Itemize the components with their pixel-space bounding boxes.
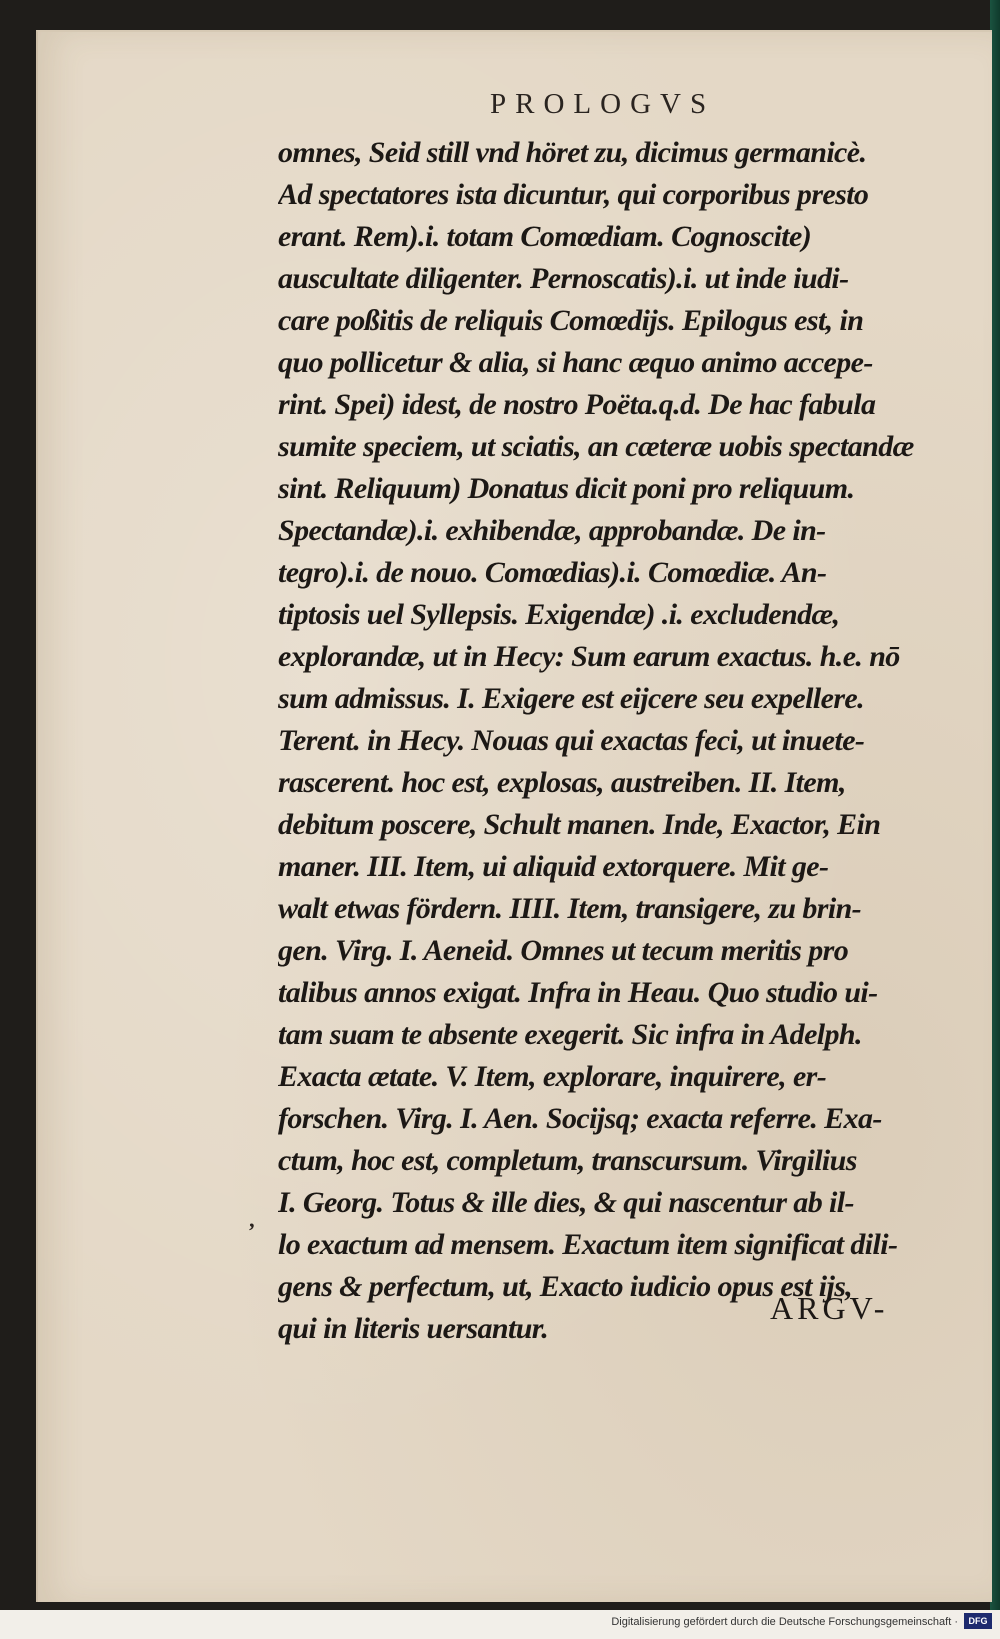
margin-mark: ’: [248, 1218, 256, 1243]
dfg-logo: DFG: [964, 1613, 992, 1629]
text-line: tam suam te absente exegerit. Sic infra in Adelph.: [278, 1018, 862, 1051]
text-line: Ad spectatores ista dicuntur, qui corporibus presto: [278, 178, 869, 211]
catchword: ARGV-: [770, 1290, 889, 1326]
text-line: care poßitis de reliquis Comœdijs. Epilogus est, in: [278, 304, 864, 337]
text-line: rascerent. hoc est, explosas, austreiben. II. Item,: [278, 766, 846, 799]
text-line: talibus annos exigat. Infra in Heau. Quo studio ui-: [278, 976, 878, 1009]
text-line: qui in literis uersantur.: [278, 1312, 549, 1345]
text-line: sum admissus. I. Exigere est eijcere seu expellere.: [278, 682, 865, 715]
digitization-credit: Digitalisierung gefördert durch die Deutsche Forschungsgemeinschaft ·: [611, 1616, 958, 1628]
text-line: ctum, hoc est, completum, transcursum. Virgilius: [278, 1144, 857, 1177]
text-line: walt etwas fördern. IIII. Item, transigere, zu brin-: [278, 892, 862, 925]
text-line: debitum poscere, Schult manen. Inde, Exactor, Ein: [278, 808, 881, 841]
text-line: quo pollicetur & alia, si hanc æquo animo accepe-: [278, 346, 873, 379]
page-body-text: [278, 132, 948, 1350]
text-line: forschen. Virg. I. Aen. Socijsq; exacta referre. Exa-: [278, 1102, 882, 1135]
text-line: omnes, Seid still vnd höret zu, dicimus germanicè.: [278, 136, 867, 169]
text-line: tegro).i. de nouo. Comœdias).i. Comœdiæ. An-: [278, 556, 827, 589]
text-line: rint. Spei) idest, de nostro Poëta.q.d. De hac fabula: [278, 388, 876, 421]
text-line: explorandæ, ut in Hecy: Sum earum exactus. h.e. nō: [278, 640, 900, 673]
running-head: PROLOGVS: [490, 88, 716, 120]
text-line: sumite speciem, ut sciatis, an cæteræ uobis spectandæ: [278, 430, 914, 463]
text-line: gens & perfectum, ut, Exacto iudicio opus est ijs,: [278, 1270, 853, 1303]
text-line: erant. Rem).i. totam Comœdiam. Cognoscite): [278, 220, 812, 253]
text-line: lo exactum ad mensem. Exactum item significat dili-: [278, 1228, 898, 1261]
text-line: sint. Reliquum) Donatus dicit poni pro reliquum.: [278, 472, 855, 505]
text-line: auscultate diligenter. Pernoscatis).i. ut inde iudi-: [278, 262, 849, 295]
text-line: Exacta ætate. V. Item, explorare, inquirere, er-: [278, 1060, 827, 1093]
text-line: Spectandæ).i. exhibendæ, approbandæ. De in-: [278, 514, 826, 547]
text-line: I. Georg. Totus & ille dies, & qui nascentur ab il-: [278, 1186, 854, 1219]
text-line: Terent. in Hecy. Nouas qui exactas feci, ut inuete-: [278, 724, 865, 757]
text-line: maner. III. Item, ui aliquid extorquere. Mit ge-: [278, 850, 829, 883]
text-line: gen. Virg. I. Aeneid. Omnes ut tecum meritis pro: [278, 934, 849, 967]
text-line: tiptosis uel Syllepsis. Exigendæ) .i. excludendæ,: [278, 598, 840, 631]
